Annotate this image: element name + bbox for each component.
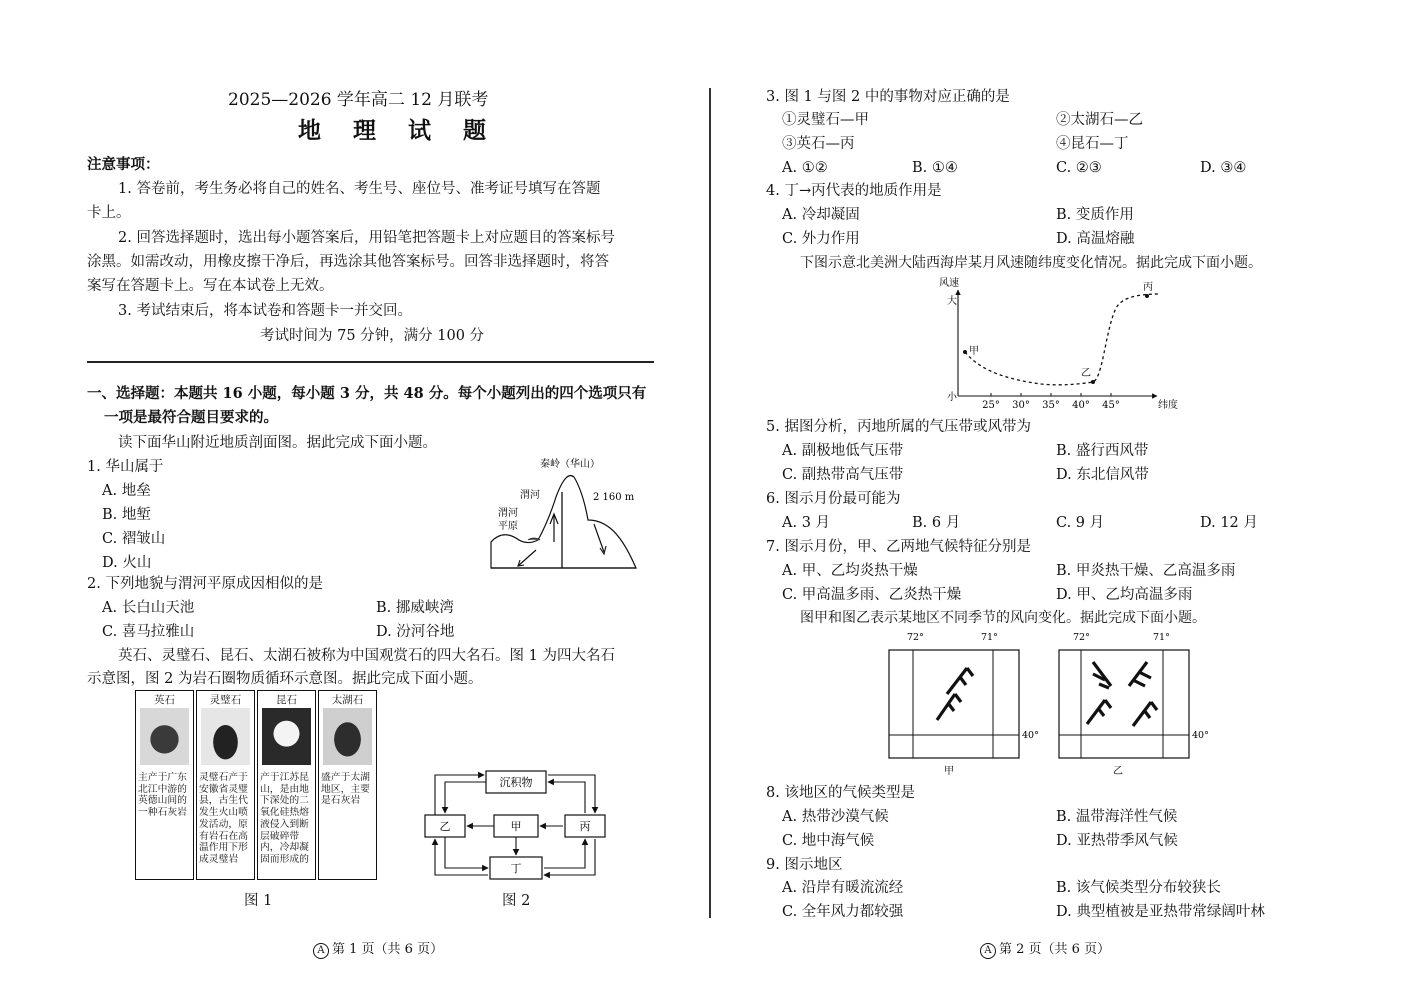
lat-label: 40° xyxy=(1022,730,1039,741)
point-label: 乙 xyxy=(1081,368,1091,379)
subject-title: 地 理 试 题 xyxy=(298,117,499,144)
wind-direction-maps xyxy=(881,628,1221,778)
stone-name: 英石 xyxy=(154,694,175,706)
option[interactable]: C. 副热带高气压带 xyxy=(782,467,904,483)
point-label: 甲 xyxy=(969,346,979,357)
x-tick-label: 30° xyxy=(1012,400,1030,411)
stone-card xyxy=(257,690,316,880)
intro-text: 读下面华山附近地质剖面图。据此完成下面小题。 xyxy=(118,435,437,451)
river-label: 渭河 xyxy=(520,490,540,501)
point-yi xyxy=(1091,380,1095,384)
huashan-profile-figure xyxy=(488,452,640,574)
notice-line: 涂黑。如需改动，用橡皮擦干净后，再选涂其他答案标号。回答非选择题时，将答 xyxy=(87,254,609,270)
stone-card xyxy=(196,690,255,880)
plain-label-2: 平原 xyxy=(498,521,518,532)
option[interactable]: B. 该气候类型分布较狭长 xyxy=(1056,880,1221,896)
stone-photo xyxy=(262,708,311,765)
page-footer xyxy=(313,938,443,959)
option[interactable]: A. 甲、乙均炎热干燥 xyxy=(782,563,918,579)
lon-label: 72° xyxy=(907,632,924,643)
map-frame-yi xyxy=(1059,650,1189,758)
intro-text: 图甲和图乙表示某地区不同季节的风向变化。据此完成下面小题。 xyxy=(800,610,1206,626)
stone-name: 灵璧石 xyxy=(209,694,242,706)
cycle-label-center: 甲 xyxy=(510,820,522,833)
stone-card xyxy=(318,690,377,880)
option[interactable]: A. 3 月 xyxy=(782,515,831,531)
point-jia xyxy=(963,350,967,354)
header-divider xyxy=(87,361,654,363)
option[interactable]: C. 喜马拉雅山 xyxy=(102,624,195,640)
option[interactable]: C. 地中海气候 xyxy=(782,833,875,849)
statement-item: ①灵璧石—甲 xyxy=(782,112,869,128)
x-tick-label: 25° xyxy=(982,400,1000,411)
intro-text: 示意图，图 2 为岩石圈物质循环示意图。据此完成下面小题。 xyxy=(87,671,483,687)
y-bottom-label: 小 xyxy=(947,392,957,403)
intro-text: 下图示意北美洲大陆西海岸某月风速随纬度变化情况。据此完成下面小题。 xyxy=(800,255,1262,271)
x-axis-label: 纬度 xyxy=(1158,400,1178,411)
wind-barbs-yi xyxy=(1087,662,1157,726)
question-stem: 9. 图示地区 xyxy=(766,857,843,873)
question-stem: 5. 据图分析，丙地所属的气压带或风带为 xyxy=(766,419,1031,435)
option[interactable]: A. ①② xyxy=(782,160,828,176)
question-stem: 3. 图 1 与图 2 中的事物对应正确的是 xyxy=(766,89,1010,105)
option[interactable]: D. 高温熔融 xyxy=(1056,231,1135,247)
plain-label-1: 渭河 xyxy=(498,508,518,519)
question-stem: 1. 华山属于 xyxy=(87,459,164,475)
page-2 xyxy=(711,0,1411,1006)
option[interactable]: D. ③④ xyxy=(1200,160,1247,176)
question-stem: 6. 图示月份最可能为 xyxy=(766,491,901,507)
notice-line: 1. 答卷前，考生务必将自己的姓名、考生号、座位号、准考证号填写在答题 xyxy=(118,181,601,197)
figure-caption: 图 2 xyxy=(502,893,531,909)
option[interactable]: D. 汾河谷地 xyxy=(376,624,455,640)
time-note: 考试时间为 75 分钟，满分 100 分 xyxy=(260,328,485,344)
x-tick-label: 35° xyxy=(1042,400,1060,411)
version-mark: A xyxy=(313,943,329,959)
option[interactable]: D. 东北信风带 xyxy=(1056,467,1149,483)
option[interactable]: A. 长白山天池 xyxy=(102,600,195,616)
option[interactable]: B. 地堑 xyxy=(102,507,151,523)
question-stem: 8. 该地区的气候类型是 xyxy=(766,785,915,801)
rock-cycle-diagram xyxy=(420,765,615,885)
lon-label: 72° xyxy=(1073,632,1090,643)
exam-title: 2025—2026 学年高二 12 月联考 xyxy=(228,90,489,110)
notice-line: 2. 回答选择题时，选出每小题答案后，用铅笔把答题卡上对应题目的答案标号 xyxy=(118,230,615,246)
option[interactable]: A. 副极地低气压带 xyxy=(782,443,904,459)
map-frame-jia xyxy=(889,650,1019,758)
x-tick-label: 40° xyxy=(1072,400,1090,411)
map-caption: 乙 xyxy=(1113,766,1123,777)
lat-label: 40° xyxy=(1192,730,1209,741)
option[interactable]: A. 沿岸有暖流流经 xyxy=(782,880,904,896)
section-heading: 一、选择题：本题共 16 小题，每小题 3 分，共 48 分。每个小题列出的四个选项只有 xyxy=(87,385,647,402)
option[interactable]: B. 温带海洋性气候 xyxy=(1056,809,1178,825)
notice-heading: 注意事项： xyxy=(87,156,160,173)
option[interactable]: D. 12 月 xyxy=(1200,515,1258,531)
section-heading: 一项是最符合题目要求的。 xyxy=(104,409,278,426)
peak-label: 秦岭（华山） xyxy=(540,459,600,470)
wind-curve xyxy=(965,294,1161,385)
stone-card xyxy=(135,690,194,880)
option[interactable]: C. 9 月 xyxy=(1056,515,1105,531)
option[interactable]: B. 变质作用 xyxy=(1056,207,1134,223)
option[interactable]: B. 挪威峡湾 xyxy=(376,600,454,616)
question-stem: 2. 下列地貌与渭河平原成因相似的是 xyxy=(87,576,323,592)
page-1 xyxy=(0,0,700,1006)
question-stem: 7. 图示月份，甲、乙两地气候特征分别是 xyxy=(766,539,1031,555)
stone-desc: 灵璧石产于安徽省灵璧县，古生代发生火山喷发活动，原有岩石在高温作用下形成灵璧岩 xyxy=(199,772,248,865)
stone-name: 太湖石 xyxy=(331,694,364,706)
cycle-label-bottom: 丁 xyxy=(510,862,522,875)
stone-desc: 主产于广东北江中游的英德山间的一种石灰岩 xyxy=(138,772,187,819)
stone-desc: 盛产于太湖地区，主要是石灰岩 xyxy=(321,772,370,807)
option[interactable]: A. 冷却凝固 xyxy=(782,207,860,223)
cycle-label-left: 乙 xyxy=(439,820,451,833)
statement-item: ②太湖石—乙 xyxy=(1056,112,1143,128)
option[interactable]: B. ①④ xyxy=(912,160,958,176)
option[interactable]: C. 全年风力都较强 xyxy=(782,904,904,920)
point-bing xyxy=(1145,294,1149,298)
option[interactable]: B. 6 月 xyxy=(912,515,961,531)
option[interactable]: D. 典型植被是亚热带常绿阔叶林 xyxy=(1056,904,1265,920)
page-number: 第 1 页（共 6 页） xyxy=(332,942,444,957)
notice-line: 3. 考试结束后，将本试卷和答题卡一并交回。 xyxy=(118,303,412,319)
option[interactable]: B. 盛行西风带 xyxy=(1056,443,1149,459)
lon-label: 71° xyxy=(1153,632,1170,643)
map-caption: 甲 xyxy=(944,766,954,777)
wind-barbs-jia xyxy=(937,668,973,720)
x-tick-label: 45° xyxy=(1102,400,1120,411)
wind-speed-chart xyxy=(921,272,1181,414)
stone-photo xyxy=(140,708,189,765)
option[interactable]: B. 甲炎热干燥、乙高温多雨 xyxy=(1056,563,1236,579)
option[interactable]: A. 地垒 xyxy=(102,483,151,499)
version-mark: A xyxy=(980,943,996,959)
page-number: 第 2 页（共 6 页） xyxy=(999,942,1111,957)
figure-caption: 图 1 xyxy=(244,893,273,909)
height-label: 2 160 m xyxy=(593,492,635,503)
statement-item: ④昆石—丁 xyxy=(1056,136,1129,152)
stone-desc: 产于江苏昆山，是由地下深处的二氧化硅热熔液侵入到断层破碎带内，冷却凝固而形成的 xyxy=(260,772,309,865)
option[interactable]: D. 甲、乙均高温多雨 xyxy=(1056,587,1193,603)
y-axis-label: 风速 xyxy=(939,278,959,289)
y-top-label: 大 xyxy=(947,296,957,307)
intro-text: 英石、灵璧石、昆石、太湖石被称为中国观赏石的四大名石。图 1 为四大名石 xyxy=(118,648,615,664)
statement-item: ③英石—丙 xyxy=(782,136,855,152)
cycle-label-top: 沉积物 xyxy=(499,776,533,789)
option[interactable]: C. ②③ xyxy=(1056,160,1102,176)
option[interactable]: D. 亚热带季风气候 xyxy=(1056,833,1178,849)
notice-line: 案写在答题卡上。写在本试卷上无效。 xyxy=(87,278,334,294)
cycle-label-right: 丙 xyxy=(579,820,591,833)
option[interactable]: A. 热带沙漠气候 xyxy=(782,809,889,825)
stone-photo xyxy=(201,708,250,765)
page-footer xyxy=(980,938,1110,959)
option[interactable]: C. 外力作用 xyxy=(782,231,860,247)
lon-label: 71° xyxy=(981,632,998,643)
option[interactable]: D. 火山 xyxy=(102,555,152,571)
point-label: 丙 xyxy=(1143,282,1153,293)
stone-name: 昆石 xyxy=(276,694,297,706)
option[interactable]: C. 褶皱山 xyxy=(102,531,166,547)
notice-line: 卡上。 xyxy=(87,205,131,221)
stone-photo xyxy=(323,708,372,765)
option[interactable]: C. 甲高温多雨、乙炎热干燥 xyxy=(782,587,962,603)
question-stem: 4. 丁→丙代表的地质作用是 xyxy=(766,183,942,199)
